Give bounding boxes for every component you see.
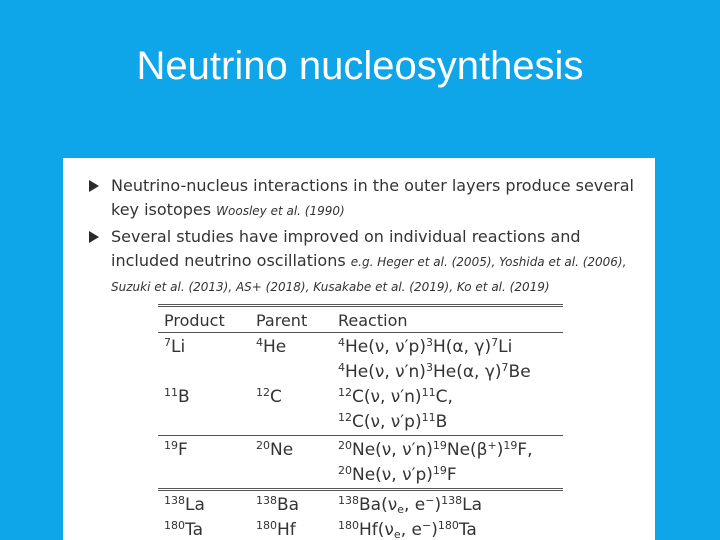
- product-cell: $^{180}$Ta: [164, 519, 203, 540]
- bullet-text: Neutrino-nucleus interactions in the outer layers produce several key isotopes: [111, 176, 634, 219]
- parent-cell: $^{20}$Ne: [250, 436, 332, 464]
- parent-cell: [250, 360, 332, 385]
- table-header-row: [158, 307, 563, 333]
- reaction-cell: $^4$He(ν, ν′p)$^3$H(α, γ)$^7$Li: [332, 333, 563, 361]
- parent-cell: [250, 410, 332, 436]
- reaction-table: [158, 304, 563, 540]
- table-row: [158, 385, 563, 410]
- bullet-item: [87, 225, 647, 299]
- table-row: [158, 436, 563, 464]
- reaction-cell: $^{180}Hf(\nu_e$, e−)$^{180}$Ta: [338, 519, 477, 540]
- bullet-item: [87, 174, 647, 223]
- bullet-arrow-icon: [89, 180, 99, 192]
- parent-cell: $^{12}$C: [256, 386, 282, 407]
- parent-cell: $^4$He: [250, 333, 332, 361]
- table-row: [158, 518, 563, 540]
- table-row: [158, 360, 563, 385]
- header-product: Product: [164, 311, 225, 330]
- reaction-cell: $^4$He(ν, ν′n)$^3$He(α, γ)$^7$Be: [338, 361, 531, 382]
- bullet-list: [87, 174, 647, 301]
- header-reaction: Reaction: [338, 311, 408, 330]
- product-cell: $^{11}$B: [164, 386, 190, 407]
- citation: Woosley et al. (1990): [216, 204, 345, 218]
- slide-title: Neutrino nucleosynthesis: [136, 44, 584, 88]
- product-cell: $^{19}$F: [158, 436, 250, 464]
- header-parent: Parent: [256, 311, 308, 330]
- product-cell: [158, 463, 250, 490]
- reaction-cell: $^{138}Ba(\nu_e$, e−)$^{138}$La: [332, 490, 563, 519]
- reaction-cell: $^{12}$C(ν, ν′n)$^{11}$C,: [338, 386, 453, 407]
- bullet-arrow-icon: [89, 231, 99, 243]
- parent-cell: [250, 463, 332, 490]
- table-row: [158, 410, 563, 436]
- product-cell: [158, 360, 250, 385]
- product-cell: $^{138}$La: [158, 490, 250, 519]
- content-panel: [63, 158, 655, 540]
- table-row: [158, 490, 563, 519]
- bullet-text: Several studies have improved on individual reactions and included neutrino oscillations: [111, 227, 581, 270]
- product-cell: $^7$Li: [158, 333, 250, 361]
- parent-cell: $^{180}$Hf: [256, 519, 296, 540]
- reaction-cell: $^{12}$C(ν, ν′p)$^{11}$B: [338, 411, 448, 432]
- citation: e.g. Heger et al. (2005), Yoshida et al. (2006), Suzuki et al. (2013), AS+ (2018), Kusakabe et al. (2019), Ko et al. (2019): [111, 255, 627, 294]
- reaction-cell: $^{20}$Ne(ν, $\nu'n)^{19}Ne(\beta^+)^{19}F$,: [332, 436, 563, 464]
- product-cell: [158, 410, 250, 436]
- parent-cell: $^{138}$Ba: [250, 490, 332, 519]
- table-row: [158, 463, 563, 490]
- reaction-table-wrap: [158, 304, 563, 540]
- reaction-cell: $^{20}$Ne(ν, ν′p)$^{19}$F: [338, 464, 457, 485]
- table-row: [158, 333, 563, 361]
